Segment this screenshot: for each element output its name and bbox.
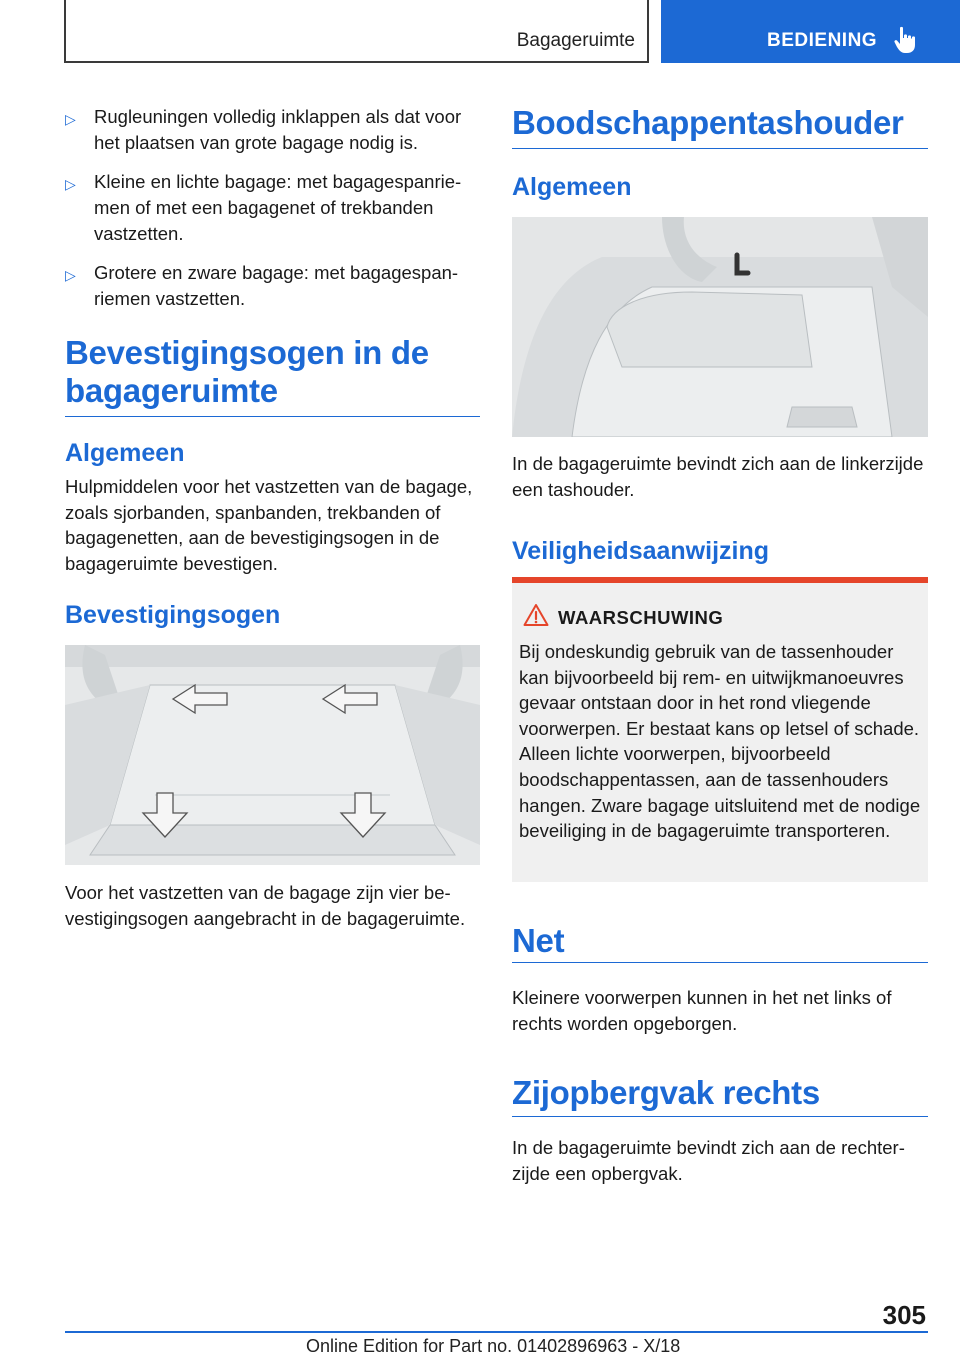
section-heading-zijopbergvak: Zijopbergvak rechts	[512, 1074, 928, 1117]
section-heading-bevestigingsogen: Bevestigingsogen in de bagageruimte	[65, 334, 480, 417]
warning-box	[512, 577, 928, 882]
subheading-algemeen: Algemeen	[65, 439, 185, 467]
list-item: ▷ Grotere en zware bagage: met bagagespanriemen vastzetten.	[65, 262, 459, 309]
header-chapter-tab[interactable]	[661, 0, 960, 63]
paragraph-net: Kleinere voorwerpen kunnen in het net links of rechts worden opgeborgen.	[512, 987, 892, 1034]
triangle-bullet-icon: ▷	[65, 176, 76, 192]
paragraph-algemeen: Hulpmiddelen voor het vastzetten van de bagage, zoals sjorbanden, spanbanden, trekbanden of bagagenetten, aan de bevestigingsogen in de bagageruimte bevestigen.	[65, 476, 473, 574]
triangle-bullet-icon: ▷	[65, 111, 76, 127]
paragraph-zijopbergvak: In de bagageruimte bevindt zich aan de rechterzijde een opbergvak.	[512, 1137, 905, 1184]
header-section-title: Bagageruimte	[516, 30, 635, 51]
warning-triangle-icon	[523, 603, 549, 627]
footer-divider	[65, 1331, 928, 1333]
photo-caption-left: Voor het vastzetten van de bagage zijn vier bevestigingsogen aangebracht in de bagageruimte.	[65, 882, 466, 929]
trunk-illustration	[65, 645, 480, 865]
header-section-box	[64, 0, 649, 63]
bullet-list	[65, 104, 480, 325]
warning-title: WAARSCHUWING	[558, 607, 724, 628]
section-heading-net: Net	[512, 922, 928, 963]
subheading-veiligheidsaanwijzing: Veiligheidsaanwijzing	[512, 537, 770, 565]
subheading-bevestigingsogen: Bevestigingsogen	[65, 601, 281, 629]
bag-holder-illustration	[512, 217, 928, 437]
warning-text: Bij ondeskundig gebruik van de tassenhouder kan bijvoorbeeld bij rem- en uitwijkmanoeuvres gevaar ontstaan door in het rond vliegende voorwerpen. Er bestaat kans op letsel of schade. Alleen lichte voorwerpen, bijvoorbeeld boodschappentassen, aan de tassenhouders hangen. Zware bagage uitsluitend met de nodige beveiliging in de bagageruimte transporteren.	[519, 641, 921, 842]
list-item: ▷ Rugleuningen volledig inklappen als dat voor het plaatsen van grote bagage nodig is.	[65, 106, 462, 153]
subheading-algemeen-right: Algemeen	[512, 173, 632, 201]
triangle-bullet-icon: ▷	[65, 267, 76, 283]
photo-caption-right: In de bagageruimte bevindt zich aan de linkerzijde een tashouder.	[512, 453, 924, 500]
section-heading-boodschappentashouder: Boodschappentashouder	[512, 104, 928, 149]
bag-holder-photo	[512, 217, 928, 437]
page-number: 305	[882, 1300, 926, 1330]
pointing-hand-icon	[894, 26, 920, 54]
trunk-tie-down-photo	[65, 645, 480, 865]
header-chapter-label: BEDIENING	[767, 30, 878, 51]
footer-edition: Online Edition for Part no. 01402896963 - X/18	[306, 1336, 681, 1356]
list-item: ▷ Kleine en lichte bagage: met bagagespanriemen of met een bagagenet of trekbanden vastzetten.	[65, 171, 462, 244]
